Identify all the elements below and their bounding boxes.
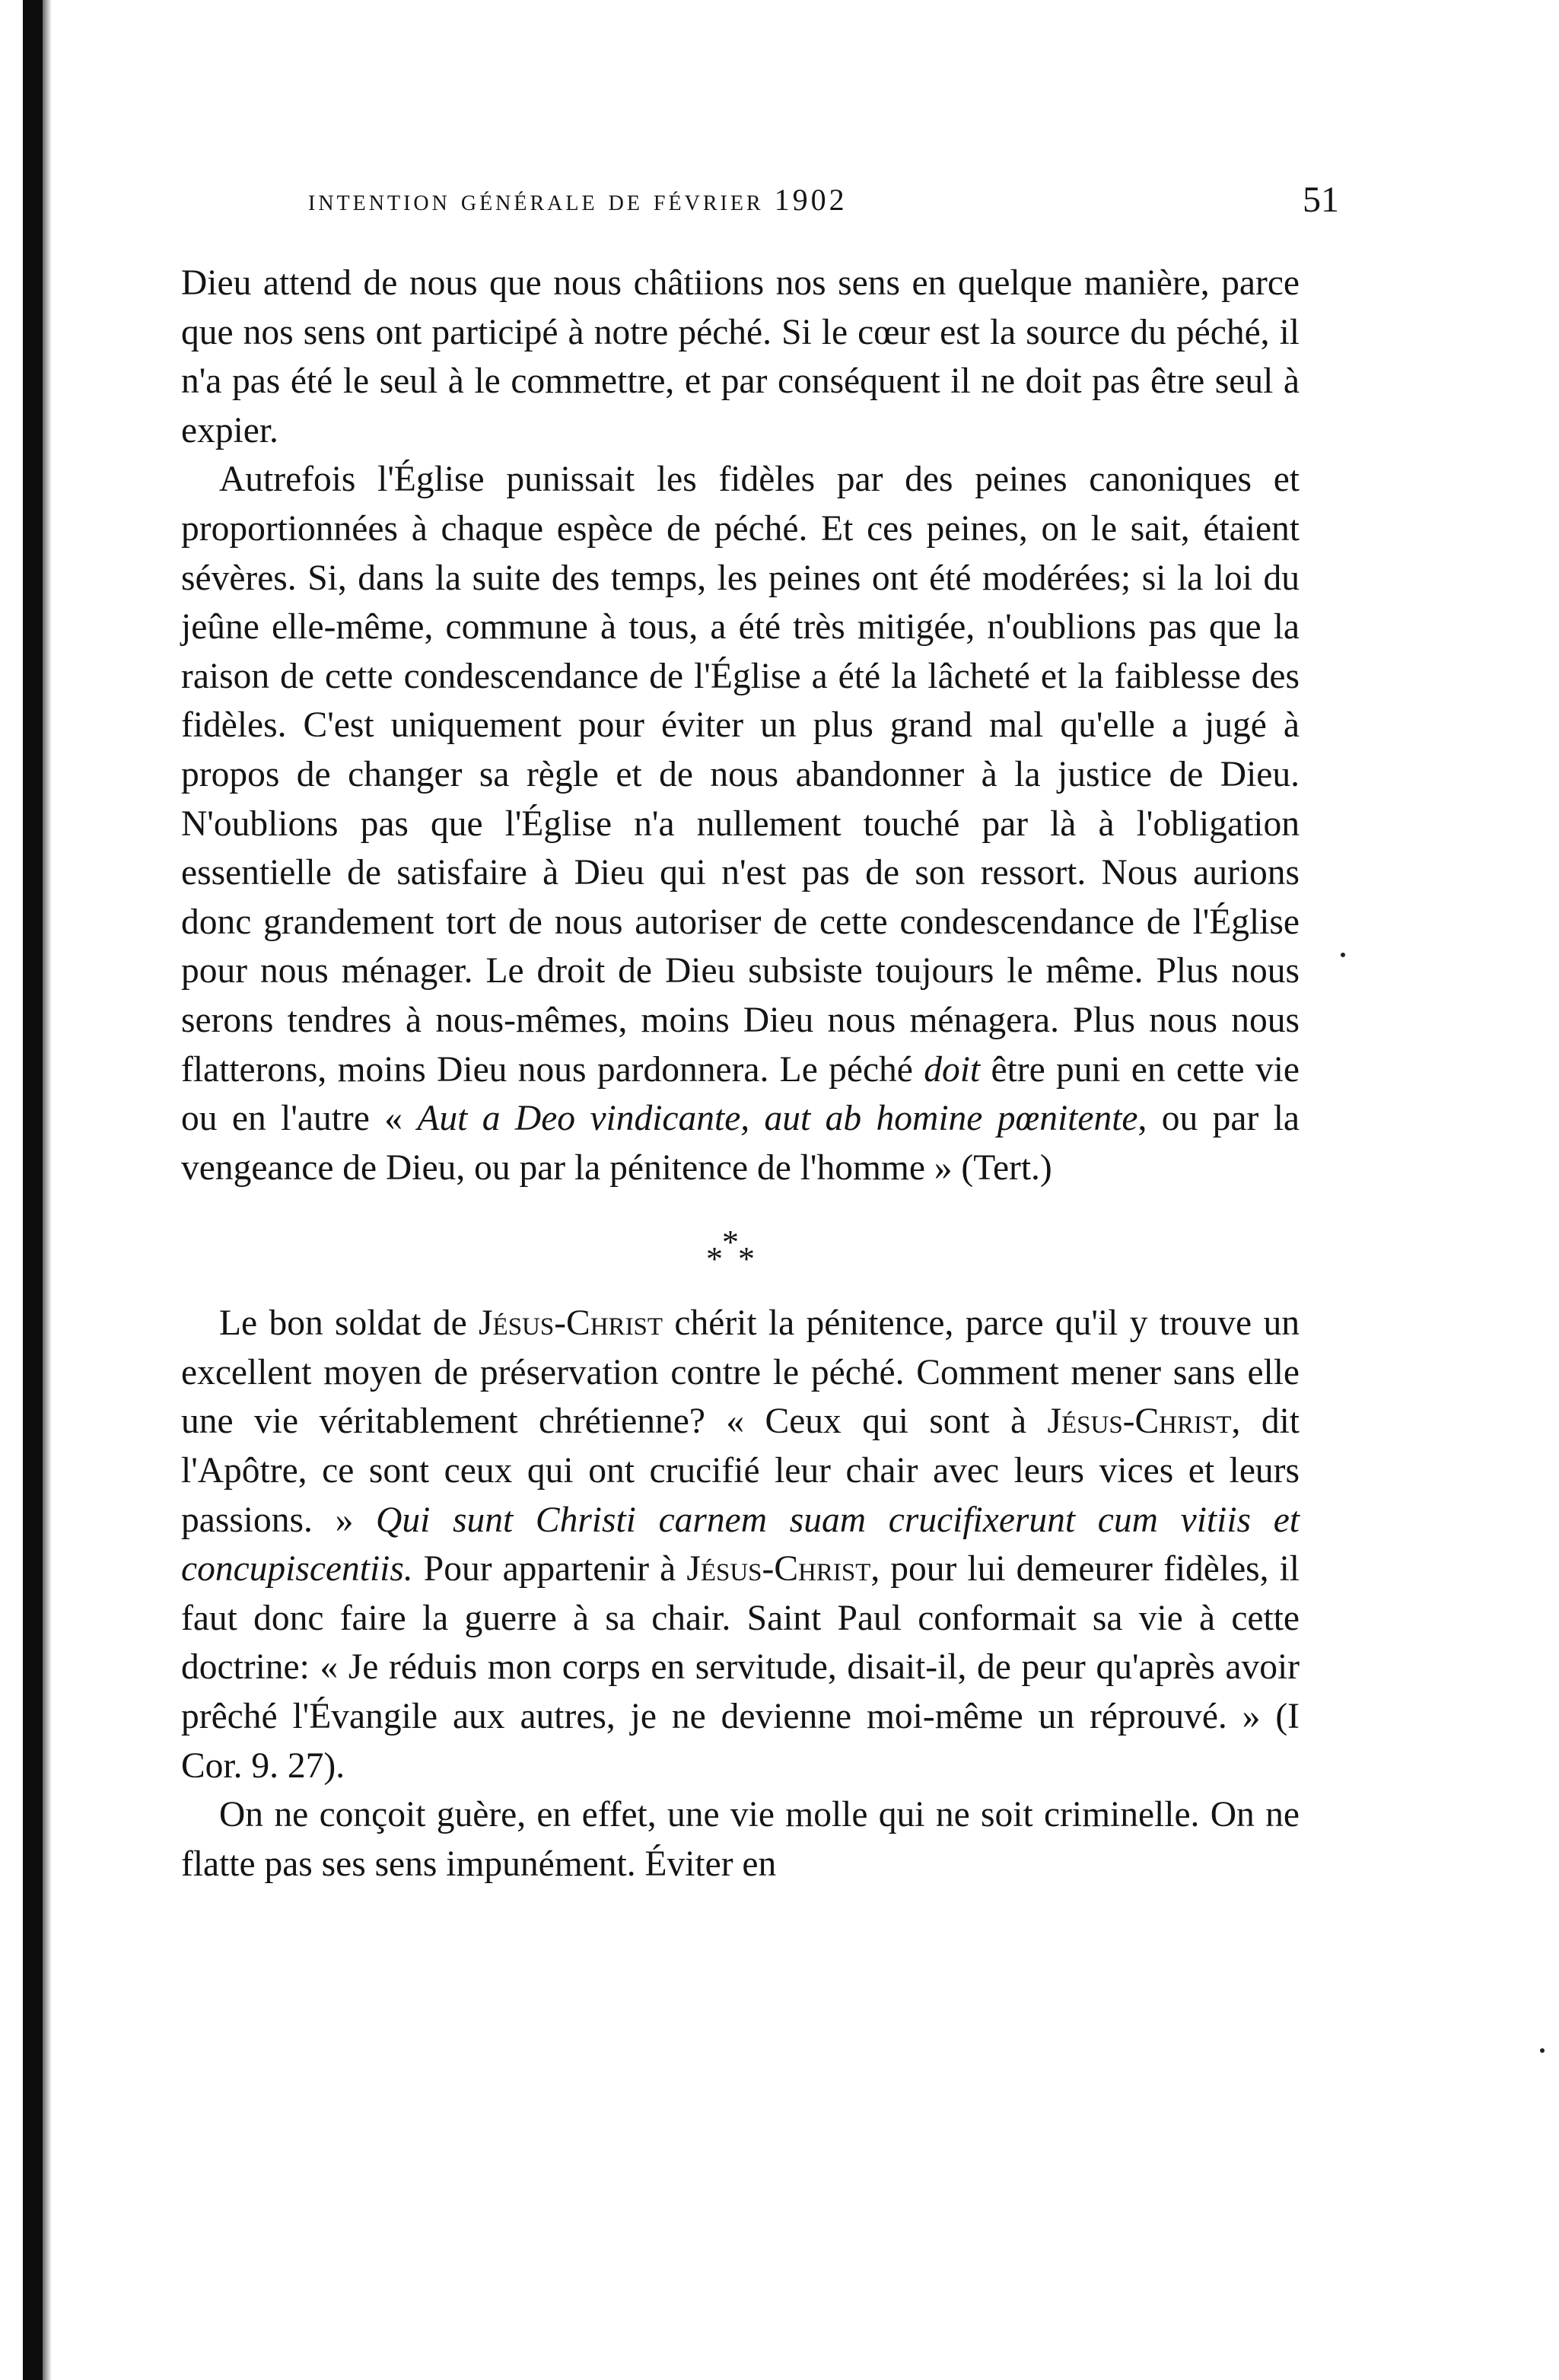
small-caps-name: Jésus-Christ xyxy=(1047,1402,1232,1442)
paragraph-text: Dieu attend de nous que nous châtiions nos sens en quelque manière, parce que nos sens ont participé à notre péché. Si le cœur est la source du péché, il n'a pas été le seul à le commettre, et par conséquent il ne doit pas être seul à expier. xyxy=(181,263,1300,450)
paragraph-text: être puni en cette vie ou en l'autre « xyxy=(181,1049,1300,1139)
paragraph xyxy=(181,1790,1300,1888)
page-number: 51 xyxy=(1303,180,1339,220)
asterism-star: * xyxy=(722,1223,739,1262)
paragraph-text: On ne conçoit guère, en effet, une vie molle qui ne soit criminelle. On ne flatte pas ses sens impunément. Éviter en xyxy=(181,1795,1300,1884)
latin-quote: Qui sunt Christi carnem suam crucifixerunt cum vitiis et concupiscentiis. xyxy=(181,1500,1300,1589)
small-caps-name: Jésus-Christ xyxy=(479,1303,663,1344)
running-title: intention générale de février 1902 xyxy=(308,183,848,217)
paragraph xyxy=(181,455,1300,1192)
asterism xyxy=(181,1192,1300,1299)
paragraph xyxy=(181,259,1300,455)
paragraph-text: chérit la pénitence, parce qu'il y trouve un excellent moyen de préservation contre le péché. Comment mener sans elle une vie véritablement chrétienne? « Ceux qui sont à xyxy=(181,1303,1300,1442)
paragraph-text: , ou par la vengeance de Dieu, ou par la pénitence de l'homme » (Tert.) xyxy=(181,1099,1300,1188)
paragraph-text: , dit l'Apôtre, ce sont ceux qui ont crucifié leur chair avec leurs vices et leurs passions. » xyxy=(181,1402,1300,1540)
paragraph-text: Pour appartenir à xyxy=(412,1549,687,1589)
binding-edge xyxy=(23,0,43,2380)
running-head xyxy=(217,173,1339,227)
margin-mark xyxy=(1341,953,1345,957)
binding-shadow xyxy=(43,0,52,2380)
margin-mark xyxy=(1540,2048,1545,2053)
asterism-star: * xyxy=(706,1240,723,1278)
paragraph-text: Autrefois l'Église punissait les fidèles par des peines canoniques et proportionnées à chaque espèce de péché. Et ces peines, on le sait, étaient sévères. Si, dans la suite des temps, les peines ont été modérées; si la loi du jeûne elle-même, commune à tous, a été très mitigée, n'oublions pas que la raison de cette condescendance de l'Église a été la lâcheté et la faiblesse des fidèles. C'est uniquement pour éviter un plus grand mal qu'elle a jugé à propos de changer sa règle et de nous abandonner à la justice de Dieu. N'oublions pas que l'Église n'a nullement touché par là à l'obligation essentielle de satisfaire à Dieu qui n'est pas de son ressort. Nous aurions donc grandement tort de nous autoriser de cette condescendance de l'Église pour nous ménager. Le droit de Dieu subsiste toujours le même. Plus nous serons tendres à nous-mêmes, moins Dieu nous ménagera. Plus nous nous flatterons, moins Dieu nous pardonnera. Le péché xyxy=(181,460,1300,1090)
latin-quote: Aut a Deo vindicante, aut ab homine pœnitente xyxy=(417,1099,1138,1139)
paragraph xyxy=(181,1299,1300,1790)
small-caps-name: Jésus-Christ xyxy=(686,1549,871,1589)
page-text xyxy=(181,259,1300,1888)
paragraph-text: , pour lui demeurer fidèles, il faut donc faire la guerre à sa chair. Saint Paul conformait sa vie à cette doctrine: « Je réduis mon corps en servitude, disait-il, de peur qu'après avoir prêché l'Évangile aux autres, je ne devienne moi-même un réprouvé. » (I Cor. 9. 27). xyxy=(181,1549,1300,1786)
paragraph-text: Le bon soldat de xyxy=(219,1303,479,1344)
italic-word: doit xyxy=(924,1049,981,1090)
asterism-star: * xyxy=(738,1240,755,1278)
